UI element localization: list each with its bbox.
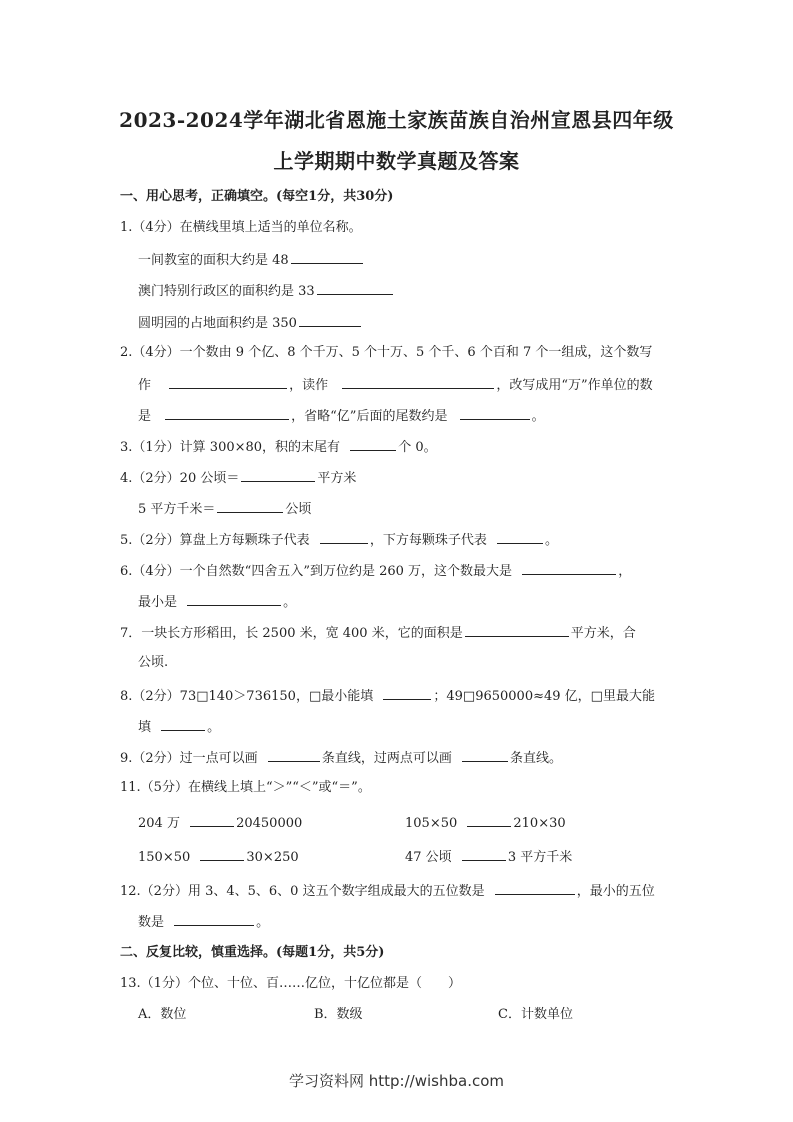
- section-heading-1: 一、用心思考，正确填空。(每空1分，共30分): [120, 189, 394, 204]
- question-5-text: 5.（2分）算盘上方每颗珠子代表: [120, 533, 310, 548]
- answer-blank[interactable]: [169, 375, 287, 389]
- question-11-text: 204 万: [138, 816, 180, 831]
- question-11-row2-right: [405, 847, 572, 867]
- question-11-text: 105×50: [405, 816, 458, 831]
- question-8b: [138, 717, 220, 737]
- answer-blank[interactable]: [350, 437, 396, 451]
- question-11-row1-left: [138, 813, 302, 833]
- question-9: [120, 748, 562, 768]
- question-8-text: ；49□9650000≈49 亿，□里最大能: [433, 689, 655, 704]
- question-12b: [138, 912, 269, 932]
- question-11-text: 210×30: [513, 816, 566, 831]
- question-8a: [120, 686, 655, 706]
- answer-blank[interactable]: [522, 561, 616, 575]
- answer-blank[interactable]: [200, 847, 244, 861]
- question-9-text: 条直线，过两点可以画: [321, 751, 452, 766]
- question-11-stem: 11.（5分）在横线上填上“＞”“＜”或“＝”。: [120, 780, 371, 795]
- answer-blank[interactable]: [495, 881, 575, 895]
- question-5: [120, 530, 558, 550]
- answer-blank[interactable]: [187, 592, 281, 606]
- question-12-text: 。: [256, 915, 270, 930]
- question-13-option-b[interactable]: B．数级: [314, 1007, 363, 1022]
- question-4a: [120, 468, 356, 488]
- question-3-text: 个 0。: [398, 440, 437, 455]
- question-2-text: 。: [531, 409, 545, 424]
- doc-title-line1: 2023-2024学年湖北省恩施土家族苗族自治州宣恩县四年级: [119, 108, 674, 132]
- question-7-text: 平方米，合: [570, 626, 636, 641]
- answer-blank[interactable]: [465, 623, 569, 637]
- question-12a: [120, 881, 655, 901]
- question-13-option-c[interactable]: C．计数单位: [498, 1007, 573, 1022]
- question-13-stem: 13.（1分）个位、十位、百……亿位，十亿位都是（ ）: [120, 976, 461, 991]
- question-2-line3: [138, 406, 545, 426]
- question-2-text: ，改写成用“万”作单位的数: [496, 378, 653, 393]
- answer-blank[interactable]: [497, 530, 543, 544]
- question-2-text: ，读作: [289, 378, 329, 393]
- answer-blank[interactable]: [317, 281, 393, 295]
- question-1c-text: 圆明园的占地面积约是 350: [138, 316, 297, 331]
- question-5-text: ，下方每颗珠子代表: [369, 533, 487, 548]
- answer-blank[interactable]: [320, 530, 368, 544]
- question-8-text: 。: [207, 720, 221, 735]
- question-1b-text: 澳门特别行政区的面积约是 33: [138, 284, 315, 299]
- question-3-text: 3.（1分）计算 300×80，积的末尾有: [120, 440, 341, 455]
- question-11-text: 3 平方千米: [507, 850, 573, 865]
- question-2-stem: 2.（4分）一个数由 9 个亿、8 个千万、5 个十万、5 个千、6 个百和 7 个一组成，这个数写: [120, 345, 653, 360]
- question-6b: [138, 592, 296, 612]
- question-6-text: 6.（4分）一个自然数“四舍五入”到万位约是 260 万，这个数最大是: [120, 564, 513, 579]
- question-4-text: 5 平方千米＝: [138, 502, 216, 517]
- question-7a: [120, 623, 636, 643]
- question-6-text: 最小是: [138, 595, 178, 610]
- answer-blank[interactable]: [268, 748, 320, 762]
- question-11-row2-left: [138, 847, 299, 867]
- question-4-text: 4.（2分）20 公顷＝: [120, 471, 240, 486]
- answer-blank[interactable]: [217, 499, 283, 513]
- question-9-text: 条直线。: [509, 751, 562, 766]
- question-1c: [138, 313, 363, 333]
- question-13-option-a[interactable]: A．数位: [138, 1007, 187, 1022]
- answer-blank[interactable]: [462, 748, 508, 762]
- doc-title-line2: 上学期期中数学真题及答案: [273, 149, 520, 173]
- question-2-text: ，省略“亿”后面的尾数约是: [291, 409, 448, 424]
- question-11-text: 47 公顷: [405, 850, 452, 865]
- question-12-text: ，最小的五位: [576, 884, 655, 899]
- question-4-text: 公顷: [285, 502, 312, 517]
- question-7b: 公顷.: [138, 655, 169, 670]
- question-12-text: 12.（2分）用 3、4、5、6、0 这五个数字组成最大的五位数是: [120, 884, 485, 899]
- answer-blank[interactable]: [299, 313, 361, 327]
- question-1a: [138, 250, 365, 270]
- question-11-text: 20450000: [236, 816, 303, 831]
- question-2-text: 作: [138, 378, 152, 393]
- answer-blank[interactable]: [291, 250, 363, 264]
- question-2-text: 是: [138, 409, 152, 424]
- question-8-text: 填: [138, 720, 152, 735]
- question-6-text: ，: [618, 564, 632, 579]
- question-7-text: 7．一块长方形稻田，长 2500 米，宽 400 米，它的面积是: [120, 626, 463, 641]
- question-3: [120, 437, 437, 457]
- question-2-line2: [138, 375, 653, 395]
- answer-blank[interactable]: [460, 406, 530, 420]
- question-6a: [120, 561, 631, 581]
- question-9-text: 9.（2分）过一点可以画: [120, 751, 258, 766]
- footer-watermark: 学习资料网 http://wishba.com: [289, 1072, 504, 1090]
- question-11-text: 30×250: [246, 850, 299, 865]
- answer-blank[interactable]: [467, 813, 511, 827]
- question-11-row1-right: [405, 813, 566, 833]
- question-8-text: 8.（2分）73□140＞736150，□最小能填: [120, 689, 374, 704]
- answer-blank[interactable]: [383, 686, 431, 700]
- section-heading-2: 二、反复比较，慎重选择。(每题1分，共5分): [120, 945, 385, 960]
- question-1a-text: 一间教室的面积大约是 48: [138, 253, 289, 268]
- question-11-text: 150×50: [138, 850, 191, 865]
- answer-blank[interactable]: [174, 912, 254, 926]
- answer-blank[interactable]: [190, 813, 234, 827]
- answer-blank[interactable]: [161, 717, 205, 731]
- answer-blank[interactable]: [165, 406, 289, 420]
- answer-blank[interactable]: [462, 847, 506, 861]
- question-4-text: 平方米: [317, 471, 357, 486]
- question-6-text: 。: [283, 595, 297, 610]
- question-1-stem: 1.（4分）在横线里填上适当的单位名称。: [120, 220, 362, 235]
- question-12-text: 数是: [138, 915, 165, 930]
- question-4b: [138, 499, 311, 519]
- answer-blank[interactable]: [342, 375, 494, 389]
- question-1b: [138, 281, 395, 301]
- question-5-text: 。: [544, 533, 558, 548]
- answer-blank[interactable]: [241, 468, 315, 482]
